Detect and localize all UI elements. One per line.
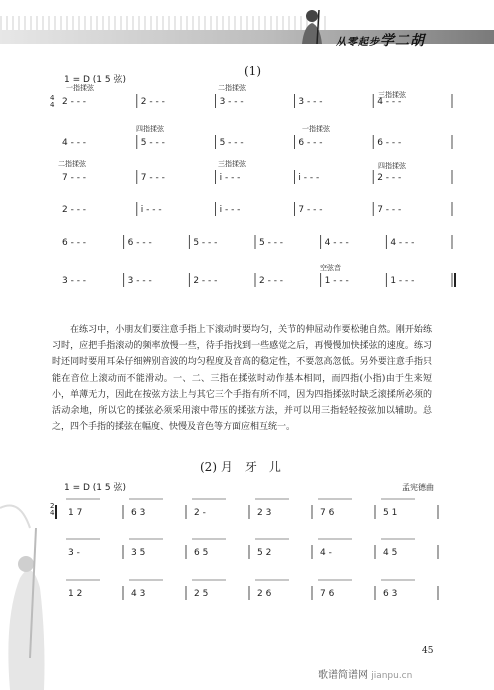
measure-notes: 2 - - - [377, 173, 402, 183]
measure-notes: 2 - - - [62, 97, 87, 107]
measure-notes: 4 - - - [324, 238, 349, 248]
fingering-annotation: 三指揉弦 [218, 160, 246, 168]
measure-notes: 6 5 [194, 548, 209, 558]
measure-notes: 5 - - - [140, 138, 165, 148]
measure-notes: 1 2 [68, 589, 83, 599]
measure-notes: 5 2 [257, 548, 272, 558]
fingering-annotation: 一指揉弦 [302, 125, 330, 133]
measure-notes: 2 3 [257, 508, 272, 518]
section2-time-signature: 2 4 [50, 502, 55, 517]
measure-notes: 7 - - - [140, 173, 165, 183]
measure-notes: 7 6 [320, 589, 335, 599]
measure-notes: 6 - - - [62, 238, 87, 248]
measure-notes: i - - - [298, 173, 320, 183]
measure-notes: 3 5 [131, 548, 146, 558]
section1-time-signature: 4 4 [50, 94, 55, 109]
measure-notes: 6 - - - [377, 138, 402, 148]
measure-notes: i - - - [219, 205, 241, 215]
measure-notes: 2 - - - [193, 276, 218, 286]
measure-notes: 5 - - - [259, 238, 284, 248]
instruction-paragraph: 在练习中，小朋友们要注意手指上下滚动时要均匀，关节的伸屈动作要松驰自然。刚开始练习时，应把手指滚动的频率放慢一些，待手指找到一些感觉之后，再慢慢加快揉弦的速度。练习时还同时要用耳朵仔细辨别音波的均匀程度及音高的稳定性，不要忽高忽低。另外要注意手指只能在音位上滚动而不能滑动。一、二、三指在揉弦时动作基本相同，而四指(小指)由于生来短小，单薄无力，因此在按弦方法上与其它三个手指有所不同，因为四指揉弦时缺乏滚揉所必须的活动余地，所以它的揉弦必须采用滚中带压的揉弦方法，并可以用三指轻轻按弦加以辅助。总之，四个手指的揉弦在幅度、快慢及音色等方面应相互统一。 [52, 325, 432, 433]
fingering-annotation: 一指揉弦 [66, 84, 94, 92]
measure-notes: 4 3 [131, 589, 146, 599]
measure-notes: 5 1 [383, 508, 398, 518]
measure-notes: 2 6 [257, 589, 272, 599]
fingering-annotation: 四指揉弦 [378, 162, 406, 170]
section1-title: (1) [244, 64, 261, 78]
measure-notes: 1 7 [68, 508, 83, 518]
book-title: 从零起步学二胡 [336, 33, 425, 49]
fingering-annotation: 四指揉弦 [136, 125, 164, 133]
measure-notes: 3 - - - [219, 97, 244, 107]
fingering-annotation: 二指揉弦 [58, 160, 86, 168]
measure-notes: 1 - - - [324, 276, 349, 286]
measure-notes: 2 - - - [259, 276, 284, 286]
measure-notes: i - - - [140, 205, 162, 215]
measure-notes: 5 - - - [219, 138, 244, 148]
measure-notes: 3 - - - [127, 276, 152, 286]
measure-notes: 4 - - - [377, 97, 402, 107]
measure-notes: i - - - [219, 173, 241, 183]
measure-notes: 5 - - - [193, 238, 218, 248]
measure-notes: 3 - [68, 548, 80, 558]
section2-key: 1 = D (1 5 弦) [64, 483, 126, 493]
measure-notes: 2 - - - [140, 97, 165, 107]
measure-notes: 7 - - - [298, 205, 323, 215]
measure-notes: 7 6 [320, 508, 335, 518]
measure-notes: 2 5 [194, 589, 209, 599]
measure-notes: 6 3 [131, 508, 146, 518]
measure-notes: 2 - [194, 508, 206, 518]
measure-notes: 1 - - - [390, 276, 415, 286]
fingering-annotation: 空弦音 [320, 264, 341, 272]
fingering-annotation: 三指揉弦 [378, 91, 406, 99]
section1-key: 1 = D (1 5 弦) [64, 75, 126, 85]
measure-notes: 4 - [320, 548, 332, 558]
page-number: 45 [422, 646, 434, 656]
measure-notes: 6 3 [383, 589, 398, 599]
measure-notes: 4 - - - [390, 238, 415, 248]
measure-notes: 7 - - - [377, 205, 402, 215]
fingering-annotation: 二指揉弦 [218, 84, 246, 92]
measure-notes: 7 - - - [62, 173, 87, 183]
composer-credit: 孟宪德曲 [402, 483, 434, 492]
section2-title: (2) 月 牙 儿 [200, 460, 281, 474]
measure-notes: 6 - - - [298, 138, 323, 148]
measure-notes: 3 - - - [62, 276, 87, 286]
measure-notes: 2 - - - [62, 205, 87, 215]
measure-notes: 3 - - - [298, 97, 323, 107]
watermark: 歌谱简谱网 jianpu.cn [318, 670, 413, 681]
measure-notes: 4 - - - [62, 138, 87, 148]
decorative-musician-illustration [0, 468, 60, 690]
measure-notes: 4 5 [383, 548, 398, 558]
measure-notes: 6 - - - [127, 238, 152, 248]
